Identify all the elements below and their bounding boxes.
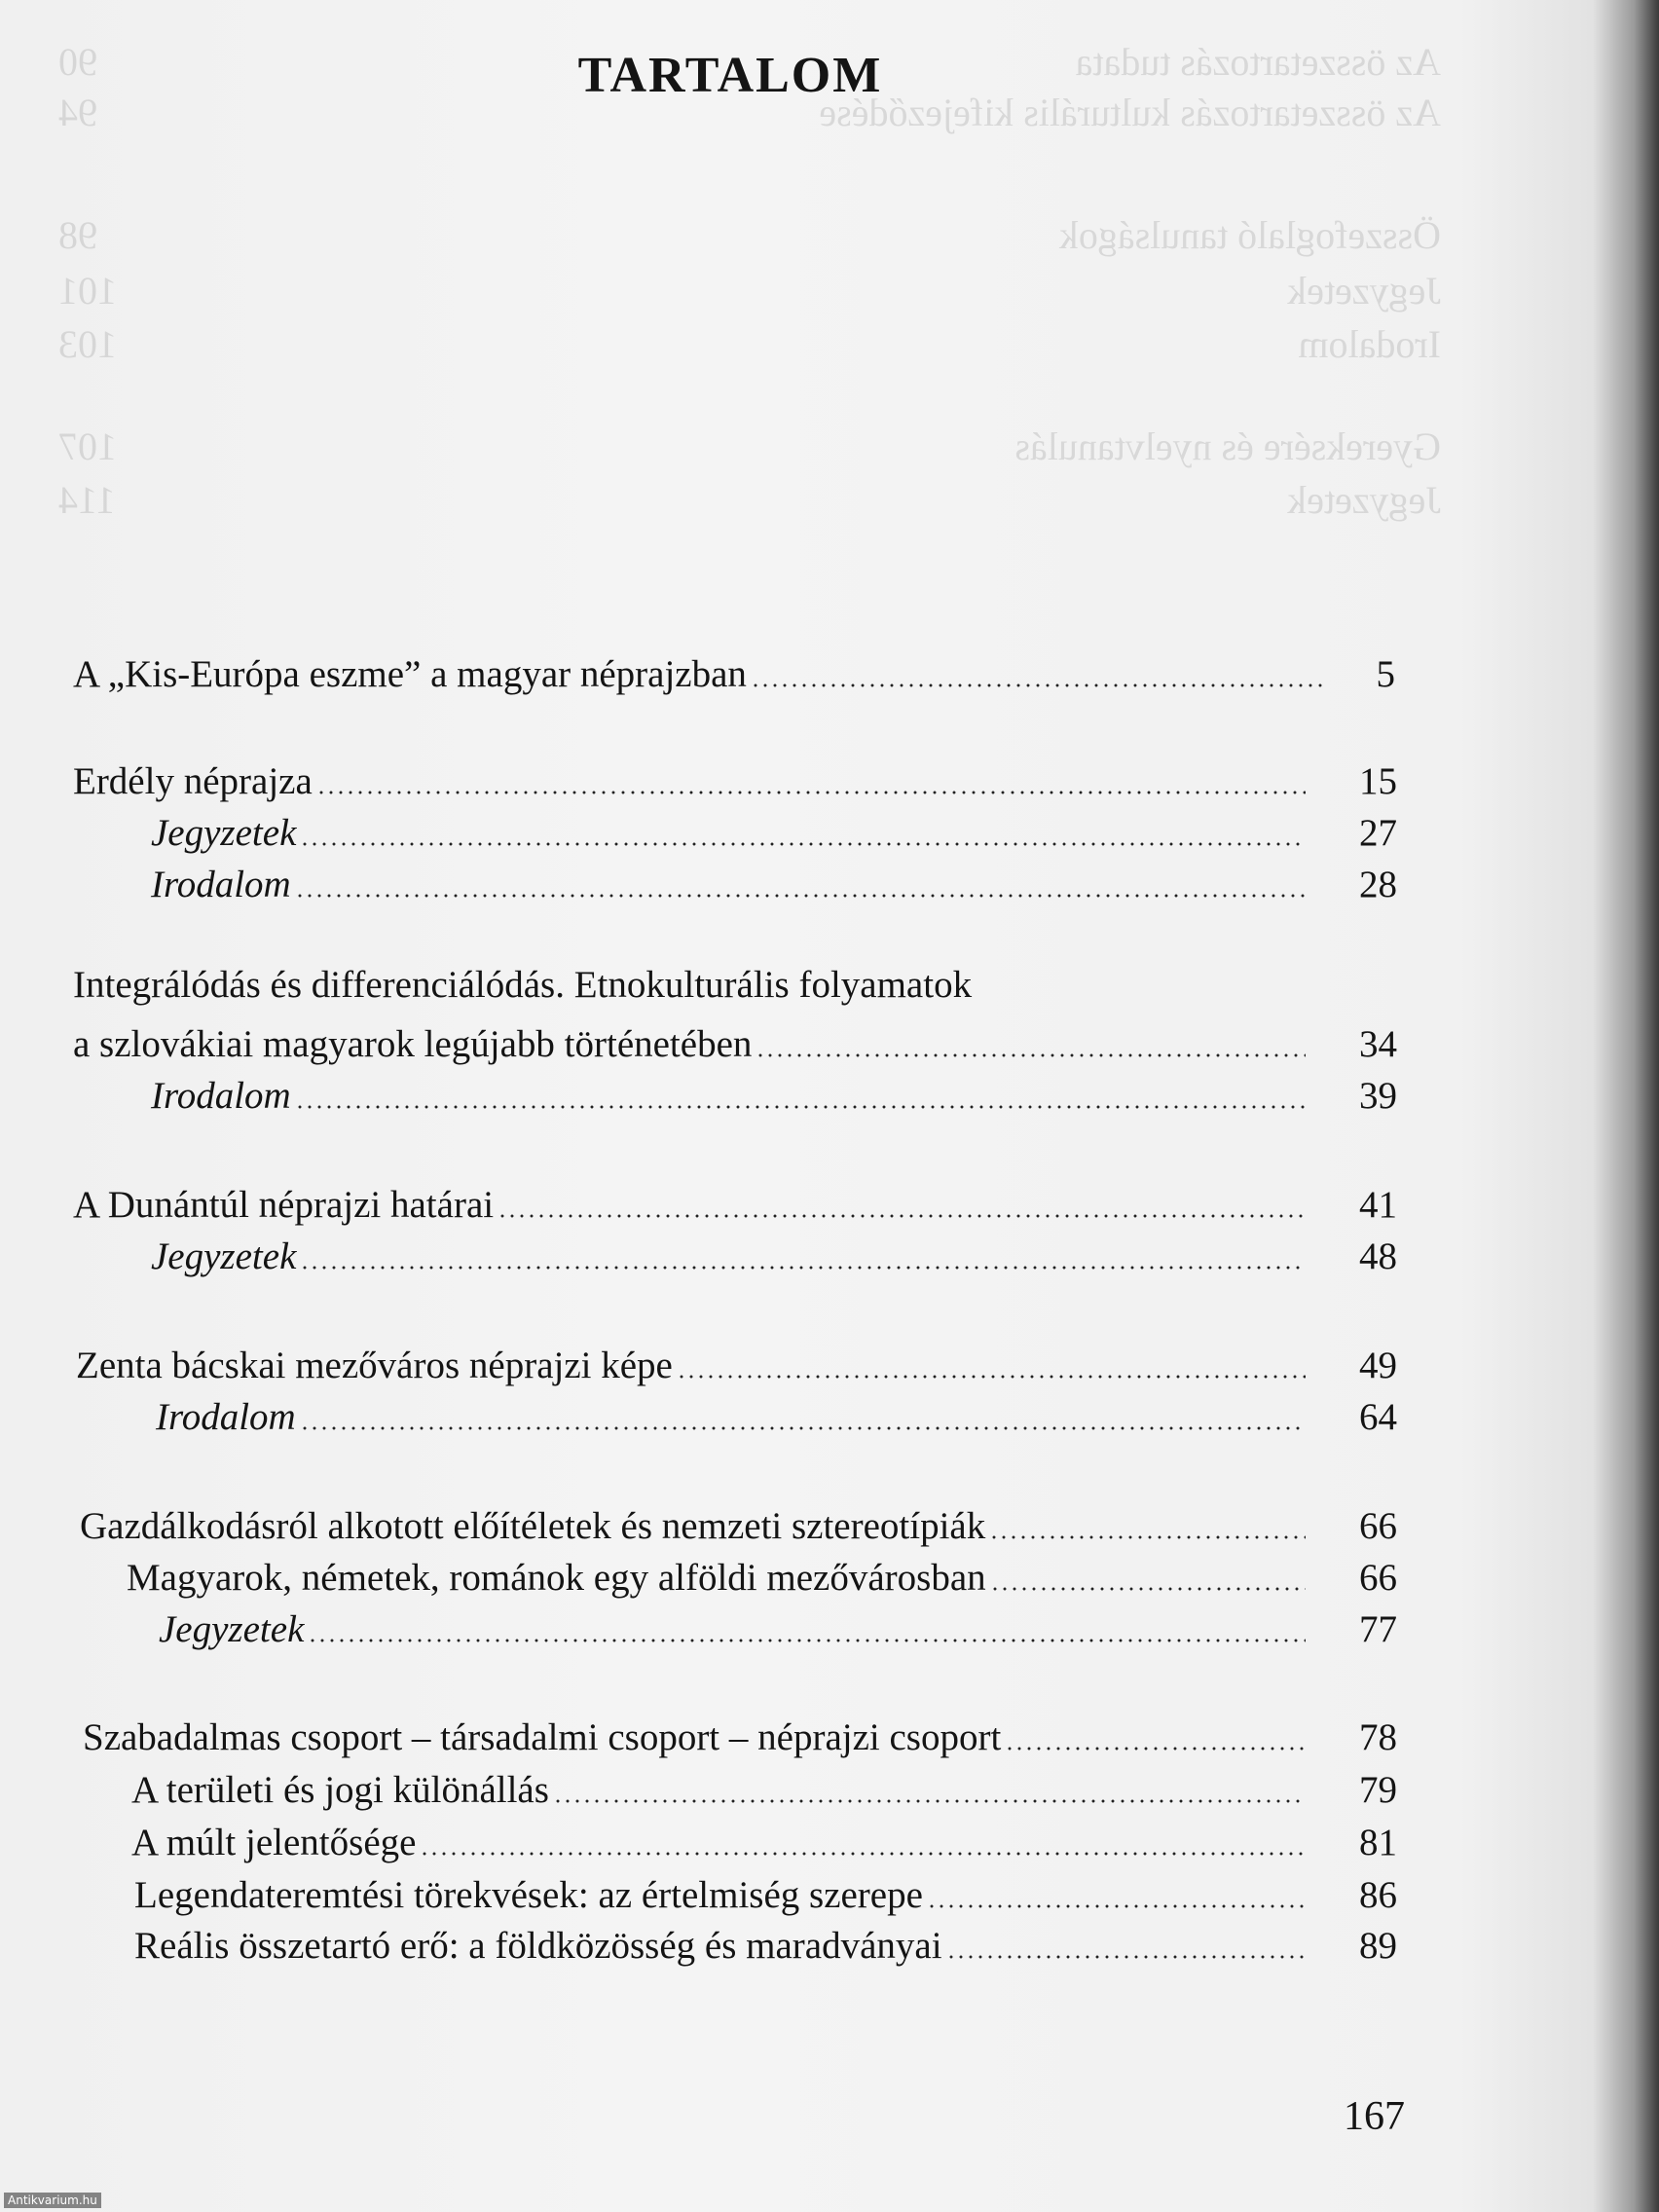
ghost-line: Gyereksére és nyelvtanulás 107 bbox=[58, 424, 1441, 468]
toc-entry-page: 78 bbox=[1359, 1716, 1397, 1758]
dot-leader bbox=[498, 1214, 1306, 1218]
dot-leader bbox=[756, 1053, 1306, 1057]
toc-entry-page: 15 bbox=[1359, 760, 1397, 802]
toc-entry[interactable] bbox=[151, 1064, 1397, 1117]
toc-entry[interactable] bbox=[151, 1225, 1397, 1277]
dot-leader bbox=[553, 1799, 1306, 1803]
toc-entry-page: 49 bbox=[1359, 1345, 1397, 1386]
dot-leader bbox=[420, 1852, 1306, 1856]
dot-leader bbox=[295, 894, 1306, 898]
toc-entry-page: 64 bbox=[1359, 1396, 1397, 1438]
toc-entry[interactable] bbox=[156, 1385, 1397, 1438]
toc-entry[interactable] bbox=[159, 1598, 1397, 1650]
toc-entry[interactable] bbox=[73, 1173, 1397, 1226]
toc-entry-page: 41 bbox=[1359, 1184, 1397, 1226]
dot-leader bbox=[300, 842, 1306, 846]
toc-entry-label: Irodalom bbox=[151, 864, 291, 905]
toc-entry-label: Gazdálkodásról alkotott előítéletek és nemzeti sztereotípiák bbox=[80, 1505, 986, 1547]
watermark: Antikvarium.hu bbox=[4, 2193, 101, 2208]
toc-entry-label: Erdély néprajza bbox=[73, 760, 313, 802]
toc-entry[interactable] bbox=[151, 801, 1397, 854]
toc-entry-page: 79 bbox=[1359, 1769, 1397, 1811]
toc-entry-label: A Dunántúl néprajzi határai bbox=[73, 1184, 495, 1226]
ghost-line: Jegyzetek 114 bbox=[58, 478, 1441, 522]
toc-entry-label: Irodalom bbox=[151, 1075, 291, 1117]
dot-leader bbox=[316, 791, 1306, 794]
toc-entry-page: 48 bbox=[1359, 1235, 1397, 1277]
toc-entry[interactable] bbox=[73, 643, 1395, 695]
toc-entry[interactable] bbox=[83, 1706, 1397, 1758]
toc-entry-label: Reális összetartó erő: a földközösség és maradványai bbox=[134, 1925, 942, 1967]
toc-entry-page: 39 bbox=[1359, 1075, 1397, 1117]
toc-entry-label: A „Kis-Európa eszme” a magyar néprajzban bbox=[73, 653, 747, 695]
ghost-line: Jegyzetek 101 bbox=[58, 269, 1441, 313]
dot-leader bbox=[927, 1904, 1306, 1908]
toc-entry-label: Jegyzetek bbox=[151, 1235, 297, 1277]
dot-leader bbox=[1005, 1747, 1306, 1751]
dot-leader bbox=[677, 1375, 1306, 1379]
toc-entry-label: Zenta bácskai mezőváros néprajzi képe bbox=[76, 1345, 673, 1386]
ghost-line: Az összetartozás tudata 90 bbox=[58, 40, 1441, 84]
dot-leader bbox=[300, 1426, 1306, 1430]
toc-entry-page: 28 bbox=[1359, 864, 1397, 905]
dot-leader bbox=[946, 1955, 1306, 1959]
toc-entry-page: 27 bbox=[1359, 812, 1397, 854]
dot-leader bbox=[989, 1535, 1306, 1539]
dot-leader bbox=[990, 1587, 1306, 1591]
toc-entry-label: A múlt jelentősége bbox=[131, 1822, 417, 1863]
toc-entry[interactable] bbox=[127, 1546, 1397, 1599]
dot-leader bbox=[308, 1639, 1306, 1642]
toc-entry-label: Legendateremtési törekvések: az értelmiség szerepe bbox=[134, 1874, 923, 1916]
toc-entry-page: 66 bbox=[1359, 1505, 1397, 1547]
toc-entry[interactable] bbox=[151, 853, 1397, 905]
dot-leader bbox=[751, 683, 1325, 687]
toc-entry[interactable] bbox=[134, 1863, 1397, 1916]
toc-entry[interactable] bbox=[73, 1013, 1397, 1065]
toc-entry-label: Jegyzetek bbox=[151, 812, 297, 854]
toc-entry[interactable] bbox=[131, 1758, 1397, 1811]
toc-entry[interactable] bbox=[73, 750, 1397, 802]
toc-entry-label: Szabadalmas csoport – társadalmi csoport – néprajzi csoport bbox=[83, 1716, 1002, 1758]
toc-entry[interactable] bbox=[134, 1914, 1397, 1967]
page-title: TARTALOM bbox=[577, 48, 883, 103]
page-number: 167 bbox=[1344, 2094, 1405, 2139]
dot-leader bbox=[295, 1105, 1306, 1109]
toc-entry-label: Irodalom bbox=[156, 1396, 296, 1438]
toc-entry-page: 34 bbox=[1359, 1023, 1397, 1065]
toc-entry-page: 81 bbox=[1359, 1822, 1397, 1863]
toc-entry-page: 89 bbox=[1359, 1925, 1397, 1967]
toc-entry-page: 77 bbox=[1359, 1608, 1397, 1650]
toc-entry-label: A területi és jogi különállás bbox=[131, 1769, 549, 1811]
toc-entry[interactable] bbox=[76, 1334, 1397, 1386]
toc-entry-page: 66 bbox=[1359, 1557, 1397, 1599]
ghost-line: Az összetartozás kulturális kifejeződése 94 bbox=[58, 91, 1441, 134]
toc-entry[interactable] bbox=[80, 1494, 1397, 1547]
toc-entry-label: Jegyzetek bbox=[159, 1608, 305, 1650]
toc-entry-label: Integrálódás és differenciálódás. Etnokulturális folyamatok bbox=[73, 964, 973, 1006]
toc-entry-page: 86 bbox=[1359, 1874, 1397, 1916]
ghost-line: Irodalom 103 bbox=[58, 322, 1441, 366]
toc-entry[interactable] bbox=[131, 1811, 1397, 1863]
dot-leader bbox=[300, 1266, 1306, 1270]
toc-entry-label: a szlovákiai magyarok legújabb történetében bbox=[73, 1023, 753, 1065]
toc-entry-label: Magyarok, németek, románok egy alföldi mezővárosban bbox=[127, 1557, 986, 1599]
ghost-line: Összefoglaló tanulságok 98 bbox=[58, 213, 1441, 257]
toc-entry-page: 5 bbox=[1376, 653, 1395, 695]
